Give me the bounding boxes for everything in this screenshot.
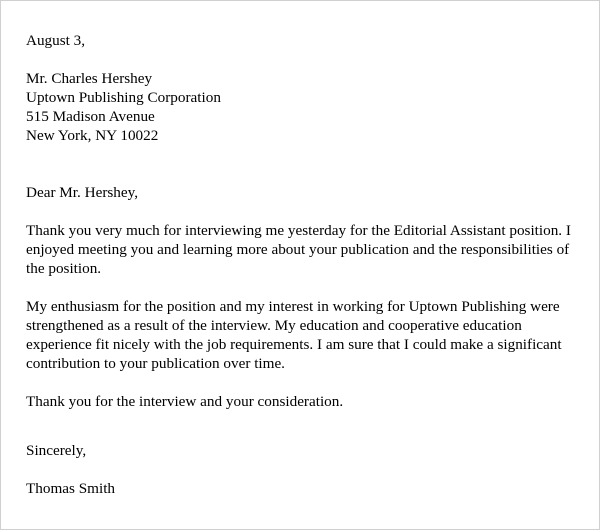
paragraph-line: My enthusiasm for the position and my interest in working for Uptown Publishing were [26,298,560,315]
recipient-name: Mr. Charles Hershey [26,70,153,87]
paragraph-line: Thank you very much for interviewing me yesterday for the Editorial Assistant position. I [26,222,571,239]
paragraph-2 [26,297,586,373]
paragraph-line: enjoyed meeting you and learning more about your publication and the responsibilities of [26,241,570,258]
signature-name: Thomas Smith [26,480,116,497]
recipient-street: 515 Madison Avenue [26,108,155,125]
recipient-city: New York, NY 10022 [26,127,159,144]
letter-date: August 3, [26,32,86,49]
paragraph-1 [26,221,586,278]
recipient-company: Uptown Publishing Corporation [26,89,221,106]
paragraph-line: contribution to your publication over time. [26,355,285,372]
closing: Sincerely, [26,442,87,459]
paragraph-line: strengthened as a result of the interview. My education and cooperative education [26,317,522,334]
paragraph-3: Thank you for the interview and your consideration. [26,393,344,410]
paragraph-line: experience fit nicely with the job requirements. I am sure that I could make a significant [26,336,562,353]
recipient-address [26,69,586,145]
paragraph-line: the position. [26,260,102,277]
letter-body [26,31,586,498]
salutation: Dear Mr. Hershey, [26,184,139,201]
